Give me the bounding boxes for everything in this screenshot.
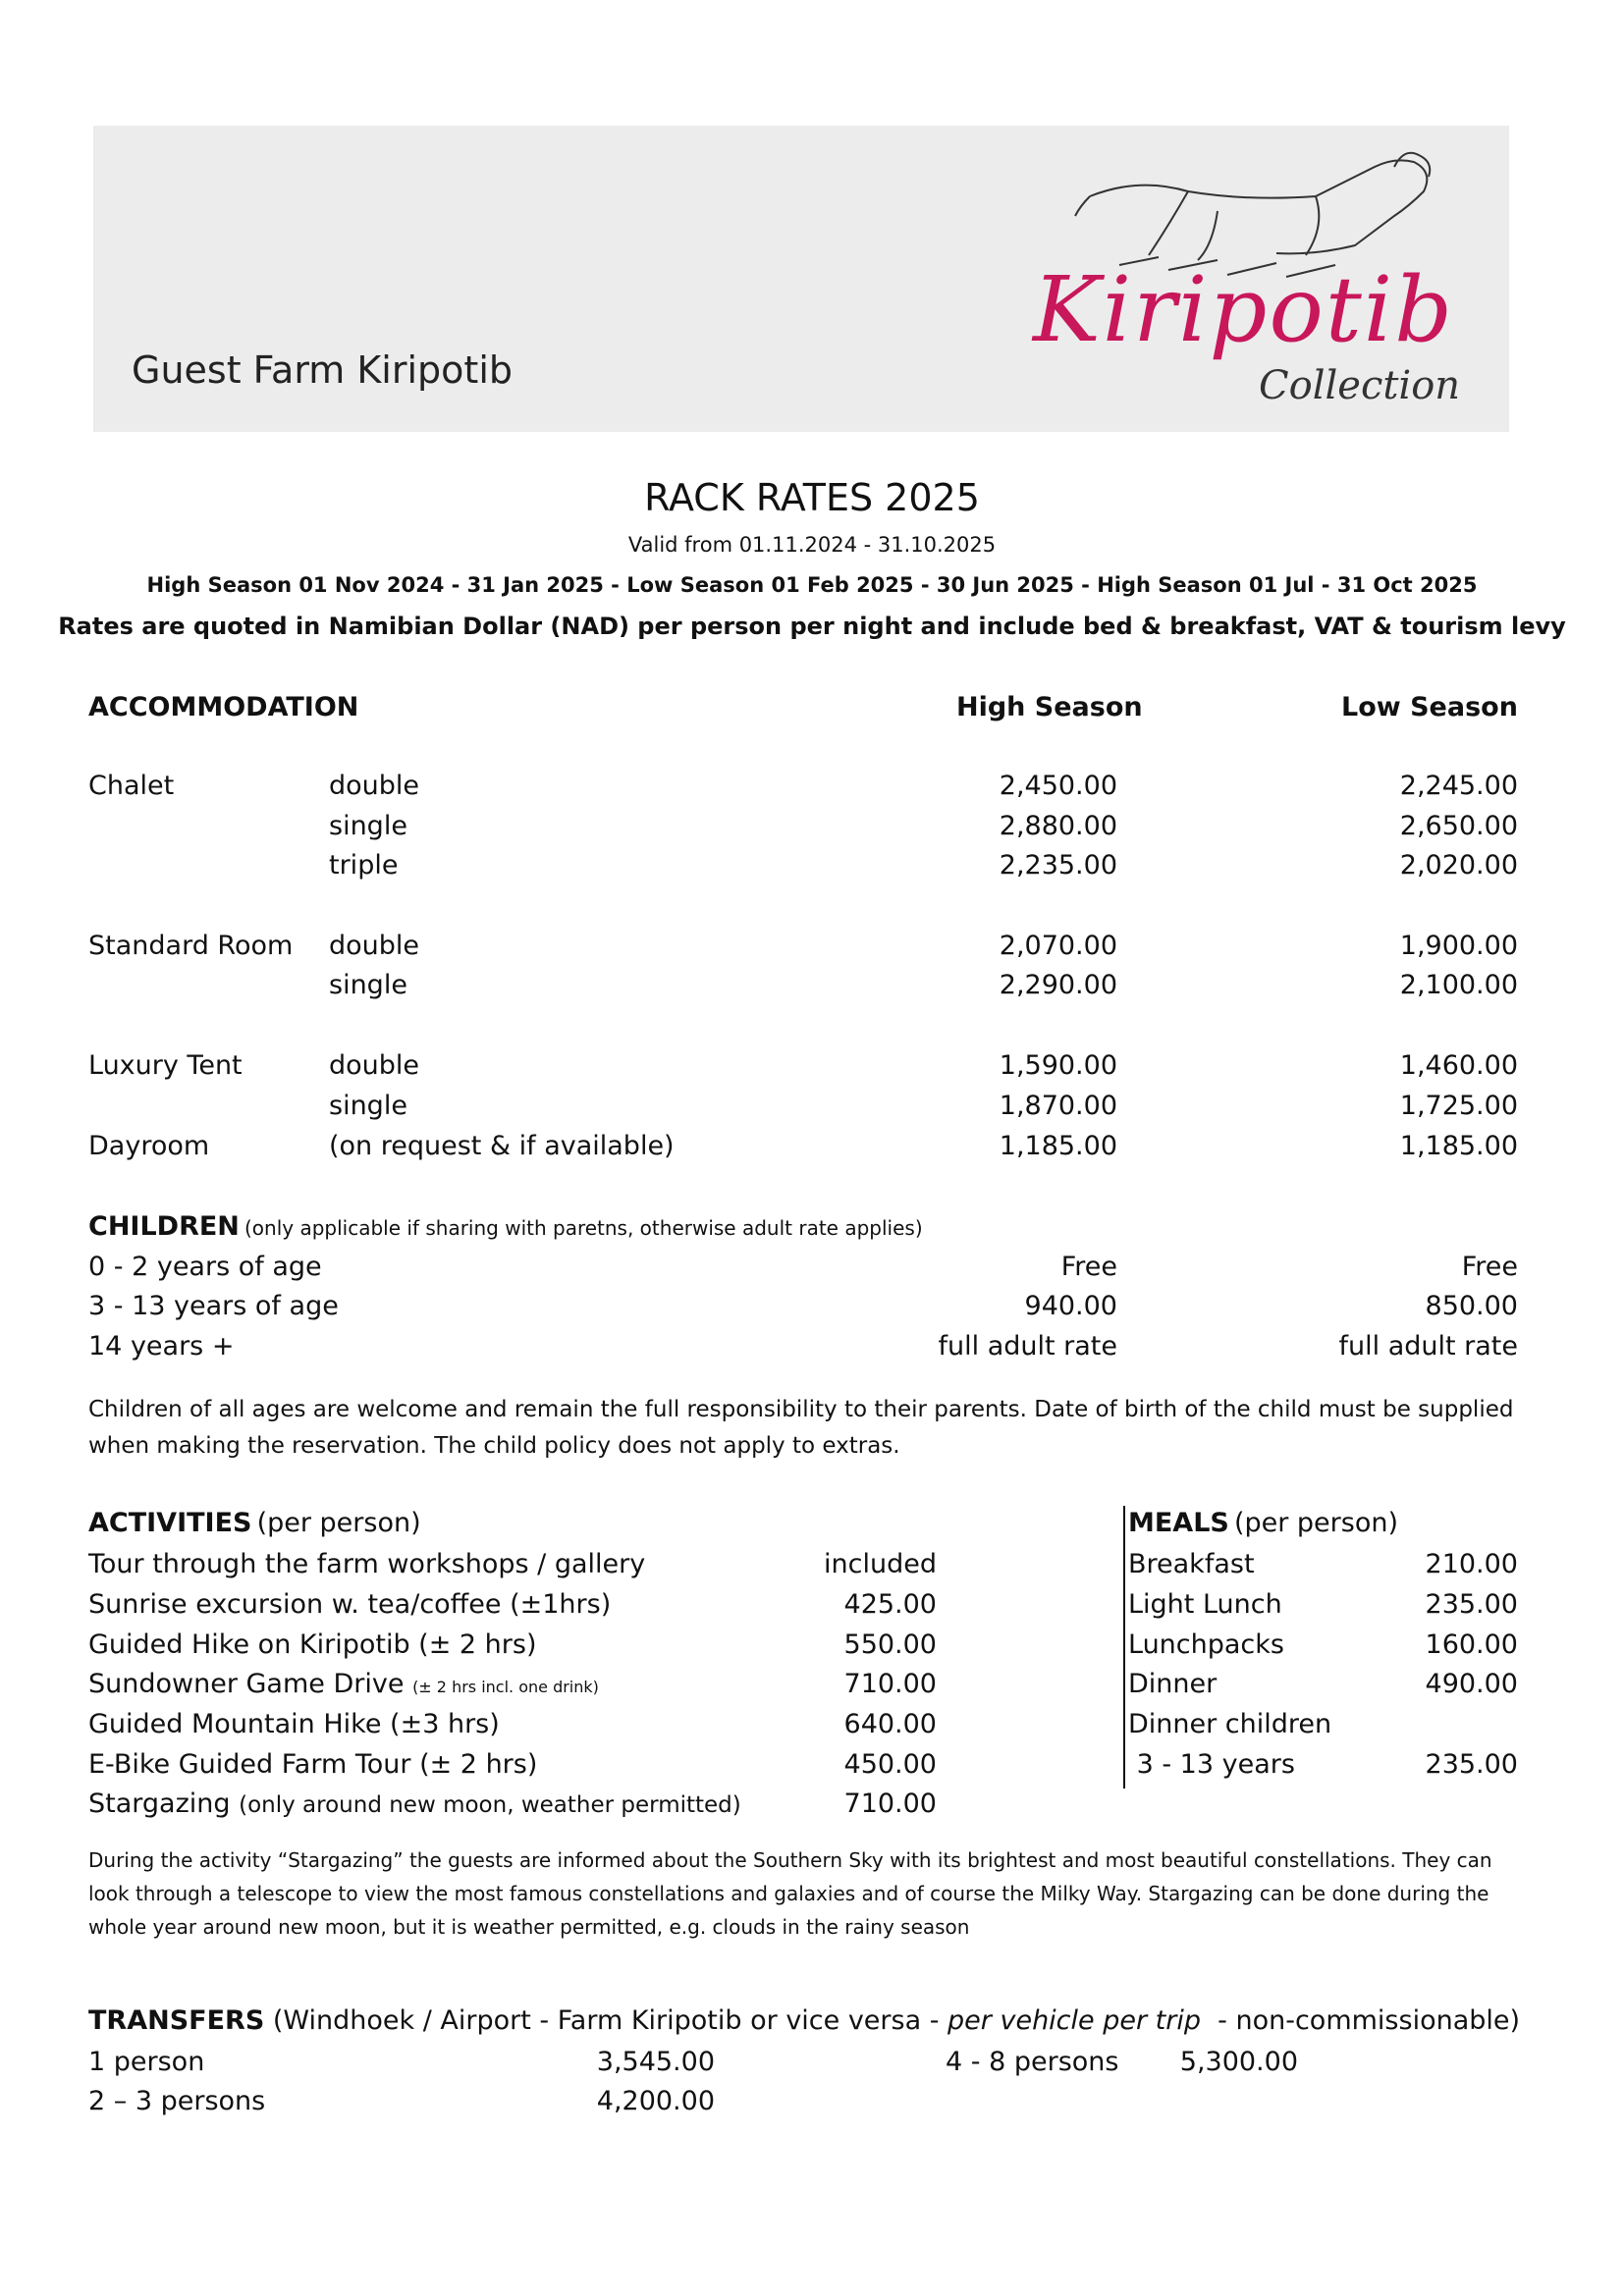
meals-divider	[1123, 1506, 1125, 1789]
table-row-type: double	[329, 931, 420, 961]
table-row-type: single	[329, 1091, 407, 1121]
activity-note: (± 2 hrs incl. one drink)	[412, 1678, 599, 1696]
transfers-note-b: per vehicle per trip	[947, 2005, 1201, 2036]
activity-note: (only around new moon, weather permitted)	[239, 1792, 741, 1818]
transfer-price: 5,300.00	[1179, 2047, 1298, 2077]
transfers-heading: TRANSFERS	[88, 2005, 265, 2036]
table-row-low: 2,020.00	[1399, 850, 1518, 881]
table-row-high: 2,070.00	[999, 931, 1117, 961]
activity-price: 640.00	[843, 1709, 937, 1739]
meals-heading-note: (per person)	[1233, 1508, 1399, 1538]
table-row-high: Free	[1060, 1252, 1117, 1282]
table-row-label: 3 - 13 years of age	[88, 1291, 339, 1321]
activities-heading-line	[88, 1508, 421, 1538]
activities-heading: ACTIVITIES	[88, 1508, 252, 1538]
list-item	[88, 1749, 537, 1780]
table-row-low: 2,245.00	[1399, 771, 1518, 801]
activity-price: 550.00	[843, 1629, 937, 1660]
seasons-text: High Season 01 Nov 2024 - 31 Jan 2025 - Low Season 01 Feb 2025 - 30 Jun 2025 - High Season 01 Jul - 31 Oct 2025	[146, 573, 1478, 597]
meal-price: 235.00	[1425, 1749, 1518, 1780]
activity-label: E-Bike Guided Farm Tour (± 2 hrs)	[88, 1749, 538, 1780]
meal-price: 210.00	[1425, 1549, 1518, 1579]
activity-price: 425.00	[843, 1589, 937, 1620]
table-row-low: 2,650.00	[1399, 811, 1518, 841]
table-row-high: 1,185.00	[999, 1131, 1117, 1161]
activity-price: 710.00	[843, 1669, 937, 1699]
meal-price: 490.00	[1425, 1669, 1518, 1699]
child-policy-text: Children of all ages are welcome and remain the full responsibility to their parents. Date of birth of the child must be supplied when making the reservation. The child policy does not apply to extras.	[88, 1397, 1514, 1459]
activity-label: Sundowner Game Drive	[88, 1669, 405, 1699]
table-row-low: full adult rate	[1338, 1331, 1518, 1362]
list-item	[88, 1549, 645, 1579]
table-row-type: double	[329, 771, 420, 801]
table-row-label: 14 years +	[88, 1331, 235, 1362]
meal-label: Breakfast	[1128, 1549, 1255, 1579]
table-row-category: Standard Room	[88, 931, 294, 961]
children-note: (only applicable if sharing with paretns, otherwise adult rate applies)	[244, 1216, 923, 1240]
meal-label: Lunchpacks	[1128, 1629, 1284, 1660]
transfer-label: 4 - 8 persons	[946, 2047, 1119, 2077]
activity-price: included	[824, 1549, 937, 1579]
list-item	[88, 1629, 536, 1660]
table-row-high: 2,290.00	[999, 970, 1117, 1000]
table-row-high: 1,870.00	[999, 1091, 1117, 1121]
logo-wordmark: Kiripotib	[1033, 257, 1455, 362]
transfer-price: 4,200.00	[596, 2086, 715, 2116]
meals-heading-line	[1128, 1508, 1398, 1538]
activities-heading-note: (per person)	[256, 1508, 421, 1538]
low-season-header: Low Season	[1341, 692, 1518, 722]
accommodation-heading: ACCOMMODATION	[88, 692, 359, 722]
table-row-type: triple	[329, 850, 399, 881]
rates-note: Rates are quoted in Namibian Dollar (NAD) per person per night and include bed & breakfast, VAT & tourism levy	[58, 613, 1566, 640]
meals-heading: MEALS	[1128, 1508, 1229, 1538]
list-item	[88, 1589, 611, 1620]
activity-label: Stargazing	[88, 1789, 231, 1819]
activity-price: 710.00	[843, 1789, 937, 1819]
meal-label: Light Lunch	[1128, 1589, 1282, 1620]
activity-label: Guided Mountain Hike (±3 hrs)	[88, 1709, 500, 1739]
table-row-low: 1,185.00	[1399, 1131, 1518, 1161]
list-item	[88, 1669, 599, 1699]
table-row-high: 2,880.00	[999, 811, 1117, 841]
table-row-high: 2,235.00	[999, 850, 1117, 881]
table-row-low: Free	[1461, 1252, 1518, 1282]
transfer-label: 1 person	[88, 2047, 205, 2077]
meal-price: 160.00	[1425, 1629, 1518, 1660]
table-row-high: 1,590.00	[999, 1050, 1117, 1081]
high-season-header: High Season	[956, 692, 1143, 722]
table-row-low: 850.00	[1425, 1291, 1518, 1321]
transfer-price: 3,545.00	[596, 2047, 715, 2077]
stargazing-text: During the activity “Stargazing” the guests are informed about the Southern Sky with its brightest and most beautiful constellations. They can look through a telescope to view the most famous constellations and galaxies and of course the Milky Way. Stargazing can be done during the whole year around new moon, but it is weather permitted, e.g. clouds in the rainy season	[88, 1848, 1492, 1939]
transfers-heading-line	[88, 2005, 1520, 2036]
table-row-high: full adult rate	[938, 1331, 1117, 1362]
guest-farm-title: Guest Farm Kiripotib	[132, 348, 513, 392]
activity-price: 450.00	[843, 1749, 937, 1780]
table-row-label: 0 - 2 years of age	[88, 1252, 322, 1282]
transfer-label: 2 – 3 persons	[88, 2086, 266, 2116]
table-row-low: 2,100.00	[1399, 970, 1518, 1000]
validity-text: Valid from 01.11.2024 - 31.10.2025	[627, 533, 997, 557]
table-row-type: single	[329, 970, 407, 1000]
activity-label: Guided Hike on Kiripotib (± 2 hrs)	[88, 1629, 537, 1660]
table-row-category: Chalet	[88, 771, 175, 801]
list-item	[88, 1789, 741, 1819]
table-row-type: double	[329, 1050, 420, 1081]
children-heading: CHILDREN	[88, 1211, 240, 1242]
table-row-high: 2,450.00	[999, 771, 1117, 801]
table-row-type: single	[329, 811, 407, 841]
table-row-type: (on request & if available)	[329, 1131, 675, 1161]
meal-label: 3 - 13 years	[1128, 1749, 1295, 1780]
transfers-note-a: (Windhoek / Airport - Farm Kiripotib or vice versa -	[272, 2005, 948, 2036]
meal-label: Dinner children	[1128, 1709, 1332, 1739]
logo-subtitle: Collection	[1259, 363, 1461, 408]
transfers-note-c: - non-commissionable)	[1200, 2005, 1521, 2036]
table-row-high: 940.00	[1024, 1291, 1117, 1321]
list-item	[88, 1709, 500, 1739]
table-row-category: Dayroom	[88, 1131, 210, 1161]
page-title: RACK RATES 2025	[644, 476, 980, 519]
children-heading-line	[88, 1211, 923, 1242]
table-row-low: 1,725.00	[1399, 1091, 1518, 1121]
table-row-low: 1,900.00	[1399, 931, 1518, 961]
activity-label: Sunrise excursion w. tea/coffee (±1hrs)	[88, 1589, 612, 1620]
table-row-category: Luxury Tent	[88, 1050, 243, 1081]
meal-label: Dinner	[1128, 1669, 1218, 1699]
meal-price: 235.00	[1425, 1589, 1518, 1620]
table-row-low: 1,460.00	[1399, 1050, 1518, 1081]
activity-label: Tour through the farm workshops / gallery	[88, 1549, 646, 1579]
